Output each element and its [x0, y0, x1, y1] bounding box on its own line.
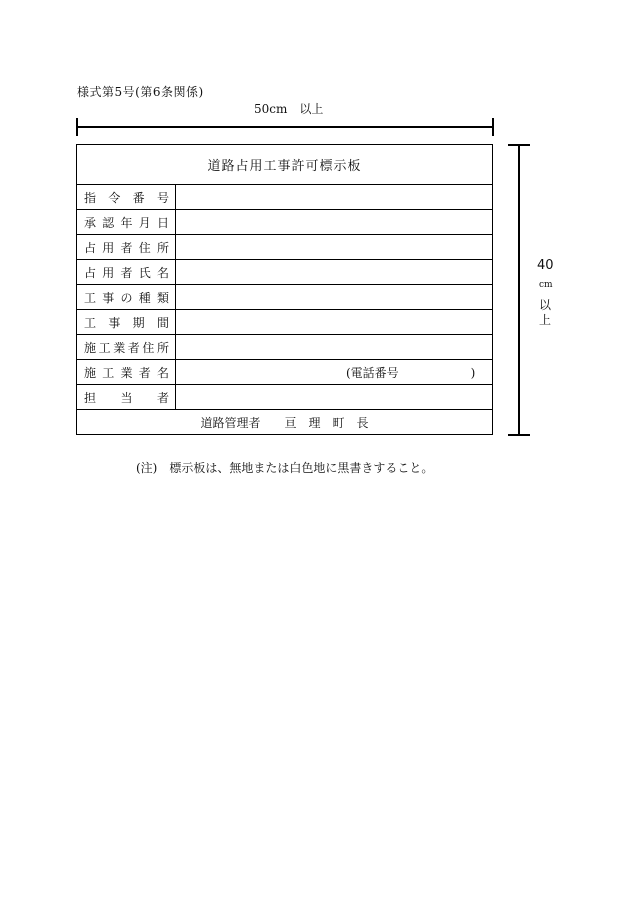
- row-label-contractor-name: 施工業者名: [84, 365, 169, 380]
- road-administrator-row: [77, 410, 492, 434]
- row-value-order-number: [176, 185, 492, 209]
- height-dimension-unit: cm: [539, 280, 553, 290]
- sign-board-table: [76, 144, 493, 435]
- row-value-occupant-address: [176, 235, 492, 259]
- row-label-work-type: 工事の種類: [84, 290, 169, 305]
- table-row: [77, 185, 492, 210]
- row-value-occupant-name: [176, 260, 492, 284]
- table-row: [77, 260, 492, 285]
- width-dimension-label: 50cm 以上: [254, 102, 324, 116]
- form-number-label: 様式第5号(第6条関係): [77, 85, 204, 99]
- table-row: [77, 335, 492, 360]
- table-row: [77, 360, 492, 385]
- row-label-occupant-address: 占用者住所: [84, 240, 169, 255]
- phone-number-field: (電話番号 ): [346, 366, 476, 380]
- table-row: [77, 235, 492, 260]
- height-dimension-number: 40: [537, 258, 554, 273]
- road-administrator-text: 道路管理者 亘 理 町 長: [200, 415, 369, 430]
- sign-title-row: [77, 145, 492, 185]
- height-dimension-line: [518, 145, 520, 435]
- row-label-order-number: 指令番号: [84, 190, 169, 205]
- row-value-person-in-charge: [176, 385, 492, 409]
- height-dimension-tick-bottom: [508, 434, 530, 436]
- row-value-work-period: [176, 310, 492, 334]
- row-value-approval-date: [176, 210, 492, 234]
- height-dimension-suffix: 以上: [538, 298, 551, 327]
- footnote: (注) 標示板は、無地または白色地に黒書きすること。: [136, 461, 434, 475]
- width-dimension-line: [77, 126, 493, 128]
- row-label-occupant-name: 占用者氏名: [84, 265, 169, 280]
- row-label-work-period: 工事期間: [84, 315, 169, 330]
- table-row: [77, 210, 492, 235]
- sign-title: 道路占用工事許可標示板: [207, 159, 362, 174]
- table-row: [77, 285, 492, 310]
- row-label-contractor-address: 施工業者住所: [84, 340, 169, 355]
- row-value-work-type: [176, 285, 492, 309]
- row-value-contractor-address: [176, 335, 492, 359]
- table-row: [77, 385, 492, 410]
- row-label-person-in-charge: 担当者: [84, 390, 169, 405]
- row-label-approval-date: 承認年月日: [84, 215, 169, 230]
- width-dimension-tick-right: [492, 118, 494, 136]
- table-row: [77, 310, 492, 335]
